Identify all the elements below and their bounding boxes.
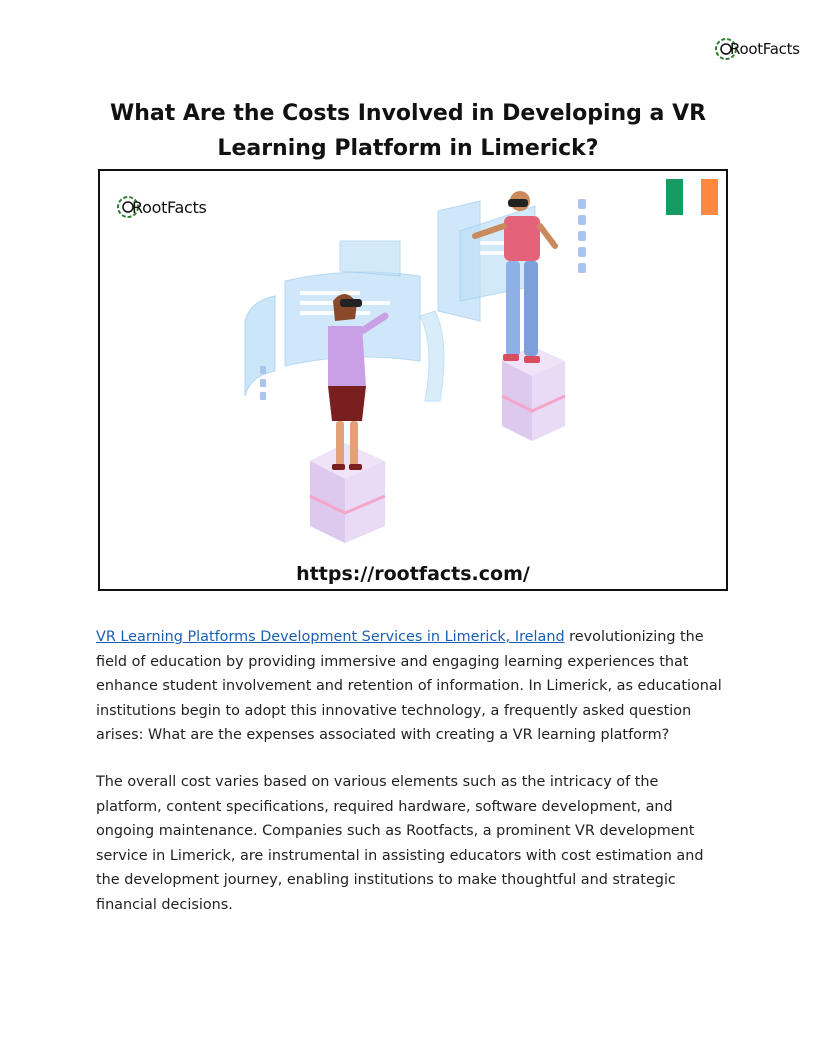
hero-logo [116, 191, 216, 223]
hero-logo-text: RootFacts [132, 198, 207, 217]
page-title: What Are the Costs Involved in Developing a VR Learning Platform in Limerick? [109, 101, 707, 161]
flag-stripe-orange [701, 179, 718, 215]
hero-url: https://rootfacts.com/ [296, 563, 530, 585]
vr-services-link[interactable]: VR Learning Platforms Development Services in Limerick, Ireland [96, 629, 565, 645]
intro-paragraph [96, 625, 726, 748]
header-logo [714, 34, 804, 66]
header-logo-text: RootFacts [730, 40, 800, 58]
vr-learning-illustration-icon [100, 171, 725, 588]
hero-image [98, 169, 728, 591]
ireland-flag-icon [666, 179, 718, 215]
intro-paragraph-text: revolutionizing the field of education by providing immersive and engaging learning experiences that enhance student involvement and retention of information. In Limerick, as educational institutions begin to adopt this innovative technology, a frequently asked question arises: What are the expenses associated with creating a VR learning platform? [96, 629, 722, 744]
cost-paragraph: The overall cost varies based on various elements such as the intricacy of the platform, content specifications, required hardware, software development, and ongoing maintenance. Companies such as Rootfacts, a prominent VR development service in Limerick, are instrumental in assisting educators with cost estimation and the development journey, enabling institutions to make thoughtful and strategic financial decisions. [96, 774, 704, 913]
flag-stripe-white [683, 179, 700, 215]
flag-stripe-green [666, 179, 683, 215]
